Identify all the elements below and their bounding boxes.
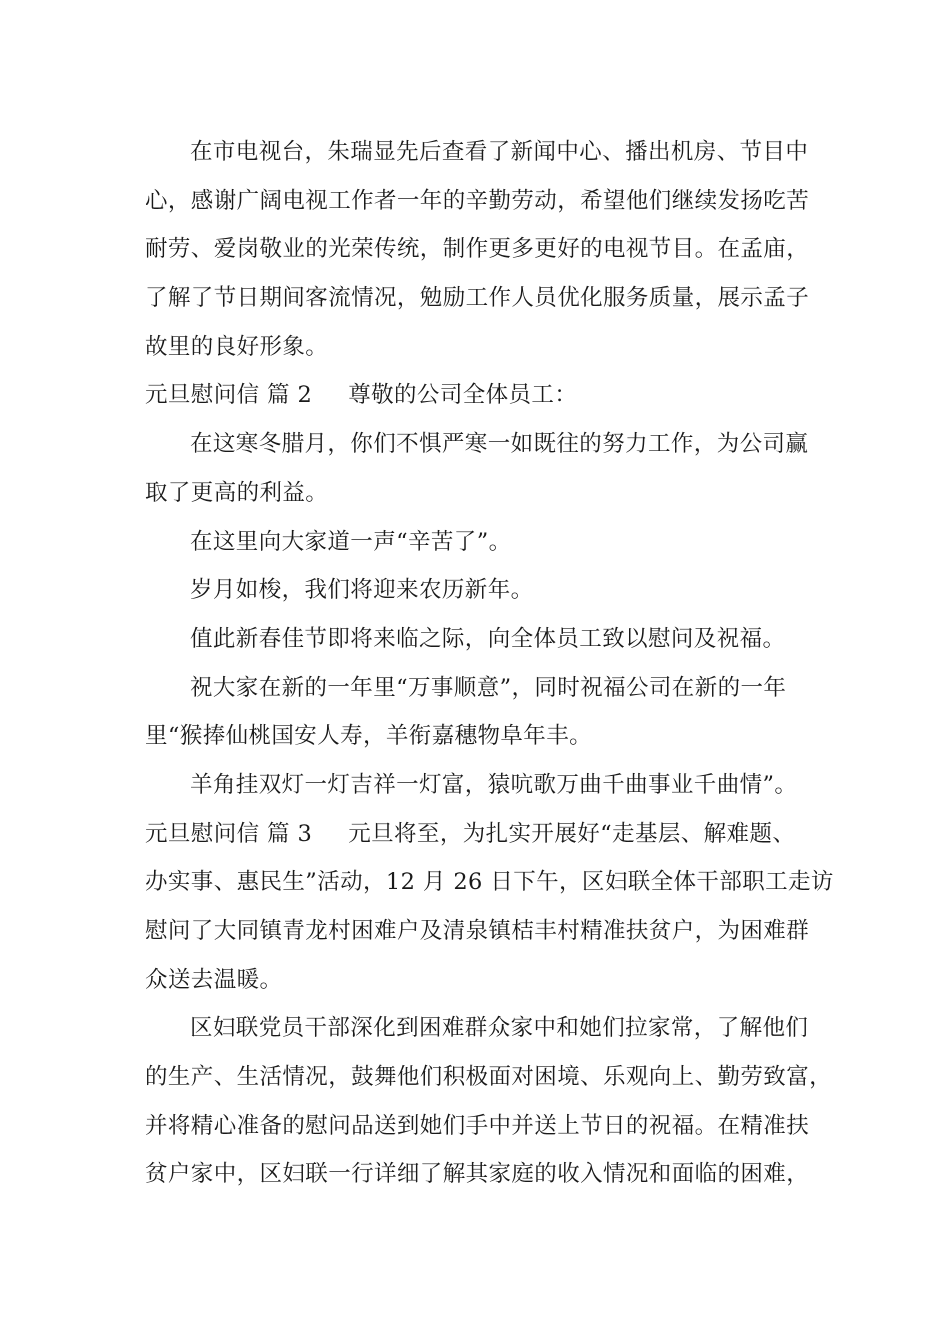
text-line: [145, 761, 810, 810]
line-text: 众送去温暖。: [145, 966, 283, 993]
text-line: [145, 128, 810, 177]
line-text: 故里的良好形象。: [145, 333, 329, 360]
text-line: [145, 518, 810, 567]
section-heading: 元旦慰问信 篇 3: [145, 820, 313, 847]
text-line: [145, 274, 810, 323]
line-text: 值此新春佳节即将来临之际，向全体员工致以慰问及祝福。: [190, 625, 786, 652]
line-text: 取了更高的利益。: [145, 479, 329, 506]
line-text: 贫户家中，区妇联一行详细了解其家庭的收入情况和面临的困难，: [145, 1161, 810, 1188]
line-text: 元旦将至，为扎实开展好“走基层、解难题、: [348, 820, 796, 847]
line-text: 区妇联党员干部深化到困难群众家中和她们拉家常，了解他们: [190, 1015, 809, 1042]
text-line: [145, 1150, 810, 1199]
text-line: [145, 566, 810, 615]
line-text: 在这里向大家道一声“辛苦了”。: [190, 528, 512, 555]
text-line: [145, 907, 810, 956]
line-text: 慰问了大同镇青龙村困难户及清泉镇桔丰村精准扶贫户，为困难群: [145, 918, 810, 944]
line-text: 里“猴捧仙桃国安人寿，羊衔嘉穗物阜年丰。: [145, 723, 593, 750]
text-line: [145, 225, 810, 274]
text-line: [145, 469, 810, 518]
line-text: 心，感谢广阔电视工作者一年的辛勤劳动，希望他们继续发扬吃苦: [145, 187, 810, 214]
text-line: [145, 1004, 810, 1053]
text-line: [145, 1102, 810, 1151]
text-line: [145, 615, 810, 664]
line-text: 祝大家在新的一年里“万事顺意”，同时祝福公司在新的一年: [190, 674, 787, 701]
section-heading: 元旦慰问信 篇 2: [145, 382, 313, 409]
text-line: [145, 177, 810, 226]
line-text: 岁月如梭，我们将迎来农历新年。: [190, 577, 534, 604]
document-body: [145, 128, 834, 1199]
text-line: [145, 956, 810, 1005]
text-line: [145, 858, 834, 907]
text-line: [145, 712, 810, 761]
text-line: [145, 420, 810, 469]
section-heading-line: [145, 371, 810, 420]
line-text: 尊敬的公司全体员工：: [348, 382, 578, 409]
line-text: 羊角挂双灯一灯吉祥一灯富，猿吭歌万曲千曲事业千曲情”。: [190, 771, 798, 798]
line-text: 的生产、生活情况，鼓舞他们积极面对困境、乐观向上、勤劳致富，: [145, 1064, 833, 1091]
text-line: [145, 323, 810, 372]
line-text: 办实事、惠民生”活动，12 月 26 日下午，区妇联全体干部职工走访: [145, 869, 834, 896]
text-line: [145, 1053, 833, 1102]
line-text: 在这寒冬腊月，你们不惧严寒一如既往的努力工作，为公司赢: [190, 431, 809, 458]
line-text: 耐劳、爱岗敬业的光荣传统，制作更多更好的电视节目。在孟庙，: [145, 236, 810, 263]
line-text: 在市电视台，朱瑞显先后查看了新闻中心、播出机房、节目中: [190, 139, 809, 165]
line-text: 并将精心准备的慰问品送到她们手中并送上节日的祝福。在精准扶: [145, 1112, 810, 1139]
section-heading-line: [145, 810, 810, 859]
text-line: [145, 664, 810, 713]
line-text: 了解了节日期间客流情况，勉励工作人员优化服务质量，展示孟子: [145, 285, 810, 312]
